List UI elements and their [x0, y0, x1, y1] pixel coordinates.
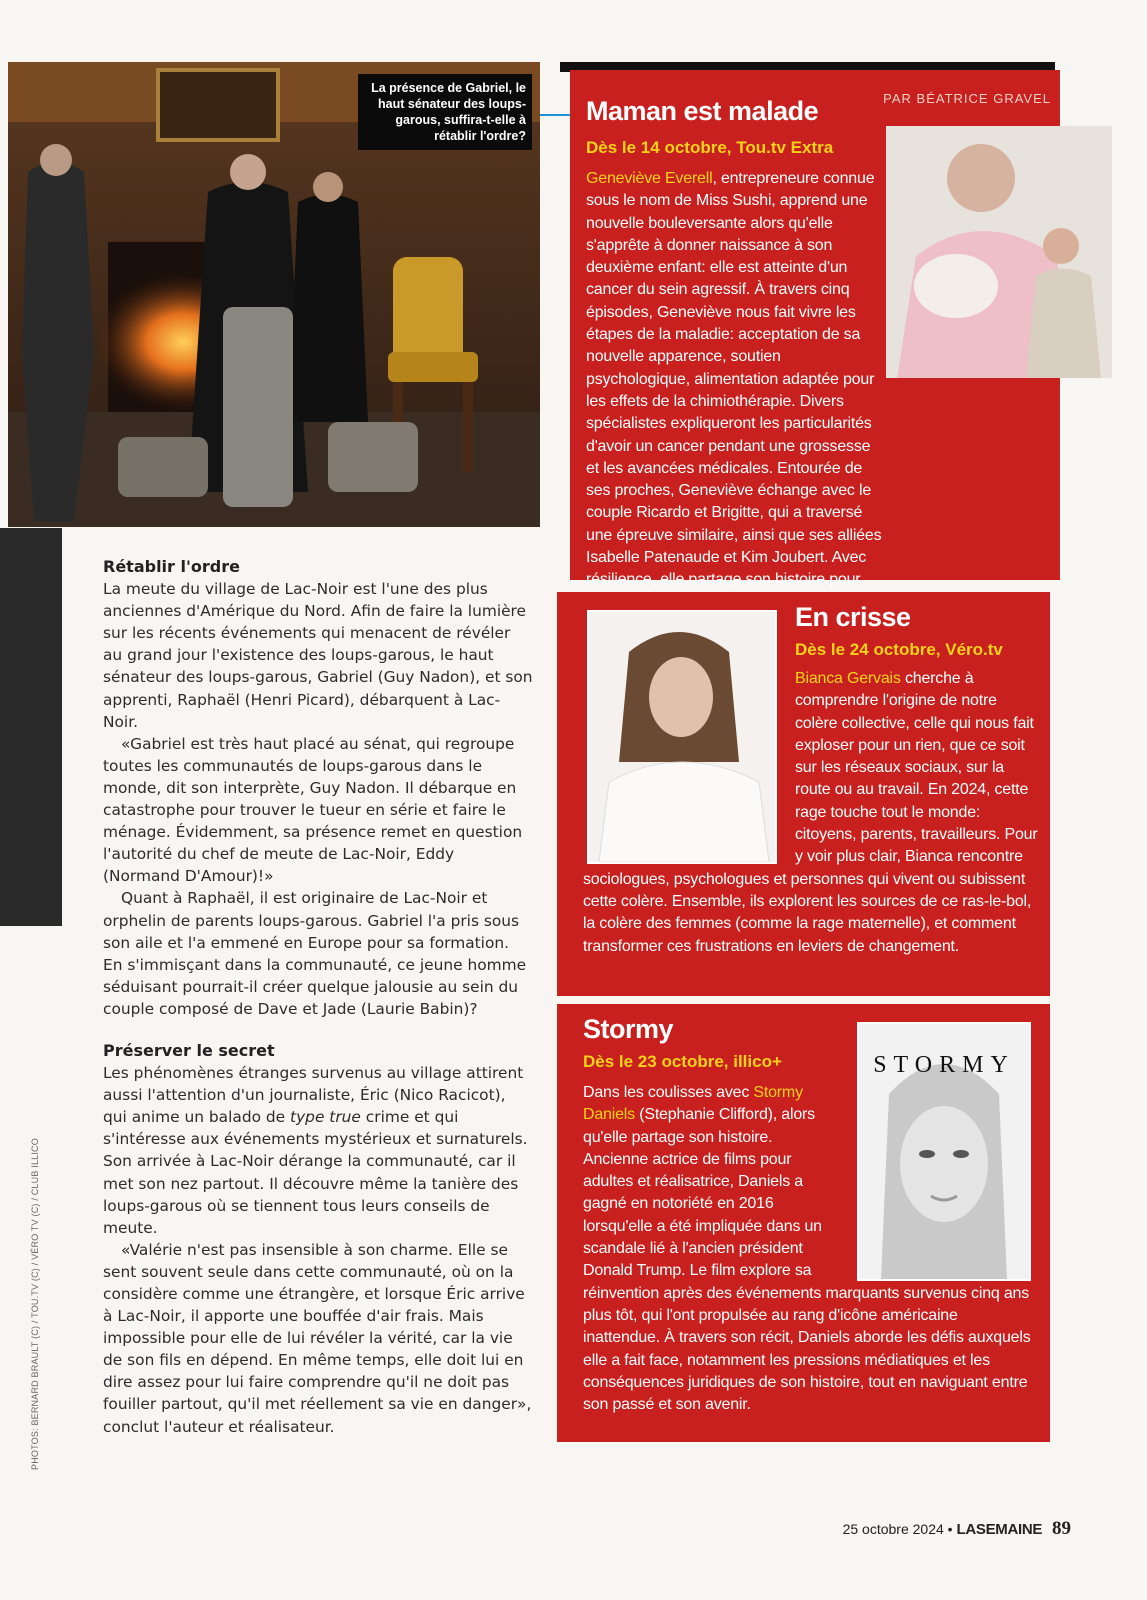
byline: PAR BÉATRICE GRAVEL: [883, 91, 1051, 106]
section-title-retablir: Rétablir l'ordre: [103, 557, 240, 576]
box2-title: En crisse: [795, 602, 911, 632]
box1-body: , entrepreneure connue sous le nom de Miss Sushi, apprend une nouvelle bouleversante alors qu'elle s'apprête à donner naissance à son deuxième enfant: elle est atteinte d'un cancer du sein agressif. À travers cinq épisodes, Geneviève nous fait vivre les étapes de la maladie: acceptation de sa nouvelle apparence, soutien psychologique, alimentation adaptée pour les effets de la chimiothérapie. Divers spécialistes expliqueront les particularités d'avoir un cancer pendant une grossesse et les avancées médicales. Entourée de ses proches, Geneviève échange avec le couple Ricardo et Brigitte, qui a traversé une épreuve similaire, ainsi que ses alliées Isabelle Patenaude et Kim Joubert. Avec résilience, elle partage son histoire pour: [586, 170, 882, 589]
box2-name: Bianca Gervais: [795, 670, 901, 687]
footer-date: 25 octobre 2024: [842, 1521, 944, 1537]
box3-poster-spacer: [838, 1082, 1038, 1274]
accent-line: [540, 114, 574, 116]
box1-text-top: [586, 168, 886, 636]
box3-poster-title: STORMY: [873, 1052, 1015, 1078]
page-number: 89: [1052, 1518, 1071, 1539]
box2-body: cherche à comprendre l'origine de notre colère collective, celle qui nous fait exploser pour un rien, que ce soit sur les réseaux sociaux, sur la route ou au travail. En 2024, cette rage touche tout le monde: citoyens, parents, travailleurs. Pour y voir plus clair, Bianca rencontre sociologues, psychologues et personnes qui vivent ou subissent cette colère. Ensemble, ils explorent les sources de ce ras-le-bol, la colère des femmes (comme la rage maternelle), et comment transformer ces frustrations en leviers de changement.: [583, 670, 1038, 955]
box3-body: (Stephanie Clifford), alors qu'elle partage son histoire. Ancienne actrice de films pour adultes et réalisatrice, Daniels a gagné en notoriété en 2016 lorsqu'elle a été impliquée dans un scandale lié à l'ancien président Donald Trump. Le film explore sa réinvention après des événements marquants survenus cinq ans plus tôt, qui l'ont propulsée au rang d'icône américaine inattendue. À travers son récit, Daniels aborde les défis auxquels elle a fait face, notamment les pressions médiatiques et les conséquences juridiques de son histoire, tout en naviguant entre son passé et son avenir.: [583, 1106, 1031, 1414]
box3-title: Stormy: [583, 1014, 674, 1044]
article-left: [103, 556, 533, 1438]
photo-credit: PHOTOS: BERNARD BRAULT (C) / TOU.TV (C) / VÉRO TV (C) / CLUB ILLICO: [30, 1138, 40, 1470]
article-italic-term: type true: [290, 1108, 361, 1127]
box1-date: Dès le 14 octobre, Tou.tv Extra: [586, 138, 834, 157]
box-stormy: [557, 1004, 1050, 1442]
box2-text: [583, 668, 1038, 958]
box3-text: [583, 1082, 1038, 1416]
box1-photo-genevieve: [886, 126, 1112, 378]
article-paragraph-4b: crime et qui s'intéresse aux événements mystérieux et surnaturels. Son arrivée à Lac-Noir dérange la communauté, car il met son nez partout. Il découvre même la tanière des loups-garous où se tiennent tous leurs conseils de meute.: [103, 1108, 528, 1237]
box1-name: Geneviève Everell: [586, 170, 713, 187]
article-paragraph-2: «Gabriel est très haut placé au sénat, qui regroupe toutes les communautés de loups-garous dans le monde, dit son interprète, Guy Nadon. Il débarque en catastrophe pour trouver le tueur en série et faire le ménage. Évidemment, sa présence remet en question l'autorité du chef de meute de Lac-Noir, Eddy (Normand D'Amour)!»: [103, 734, 523, 886]
footer: [843, 1518, 1071, 1540]
box3-name: Stormy Daniels: [583, 1084, 803, 1124]
photo-caption: La présence de Gabriel, le haut sénateur des loups-garous, suffira-t-elle à rétablir l'ordre?: [358, 74, 532, 150]
left-dark-bar: [0, 528, 62, 926]
box3-pre: Dans les coulisses avec: [583, 1084, 754, 1101]
box1-photo-illustration: [886, 126, 1112, 378]
article-paragraph-4: [103, 1062, 533, 1239]
section-title-preserver: Préserver le secret: [103, 1040, 275, 1060]
box1-title: Maman est malade: [586, 96, 819, 126]
article-paragraph-4a: Les phénomènes étranges survenus au village attirent aussi l'attention d'un journaliste, Éric (Nico Racicot), qui anime un balado de: [103, 1064, 524, 1127]
box2-photo-spacer: [583, 668, 795, 868]
magazine-logo: LASEMAINE: [956, 1521, 1043, 1538]
article-paragraph-5: «Valérie n'est pas insensible à son charme. Elle se sent souvent seule dans cette communauté, où on la considère comme une étrangère, et lorsque Éric arrive à Lac-Noir, il apporte une bouffée d'air frais. Mais impossible pour elle de lui révéler la vérité, car la vie de son fils en dépend. En même temps, elle doit lui en dire assez pour lui faire comprendre qu'il ne doit pas fouiller partout, qu'il met réellement sa vie en danger», conclut l'auteur et réalisateur.: [103, 1240, 532, 1436]
article-paragraph-1: La meute du village de Lac-Noir est l'une des plus anciennes d'Amérique du Nord. Afin de faire la lumière sur les récents événements qui menacent de révéler au grand jour l'existence des loups-garous, le haut sénateur des loups-garous, Gabriel (Guy Nadon), et son apprenti, Raphaël (Henri Picard), débarquent à Lac-Noir.: [103, 580, 533, 731]
article-paragraph-3: Quant à Raphaël, il est originaire de Lac-Noir et orphelin de parents loups-garous. Gabriel l'a pris sous son aile et l'a emmené en Europe pour sa formation. En s'immisçant dans la communauté, ce jeune homme séduisant pourrait-il créer quelque jalousie au sein du couple composé de Dave et Jade (Laurie Babin)?: [103, 889, 527, 1018]
box3-date: Dès le 23 octobre, illico+: [583, 1052, 782, 1071]
footer-bullet: •: [947, 1521, 953, 1537]
box-en-crisse: [557, 592, 1050, 996]
box2-date: Dès le 24 octobre, Véro.tv: [795, 640, 1003, 659]
main-photo-werewolves: [8, 62, 540, 527]
box-maman-est-malade: [570, 70, 1060, 589]
